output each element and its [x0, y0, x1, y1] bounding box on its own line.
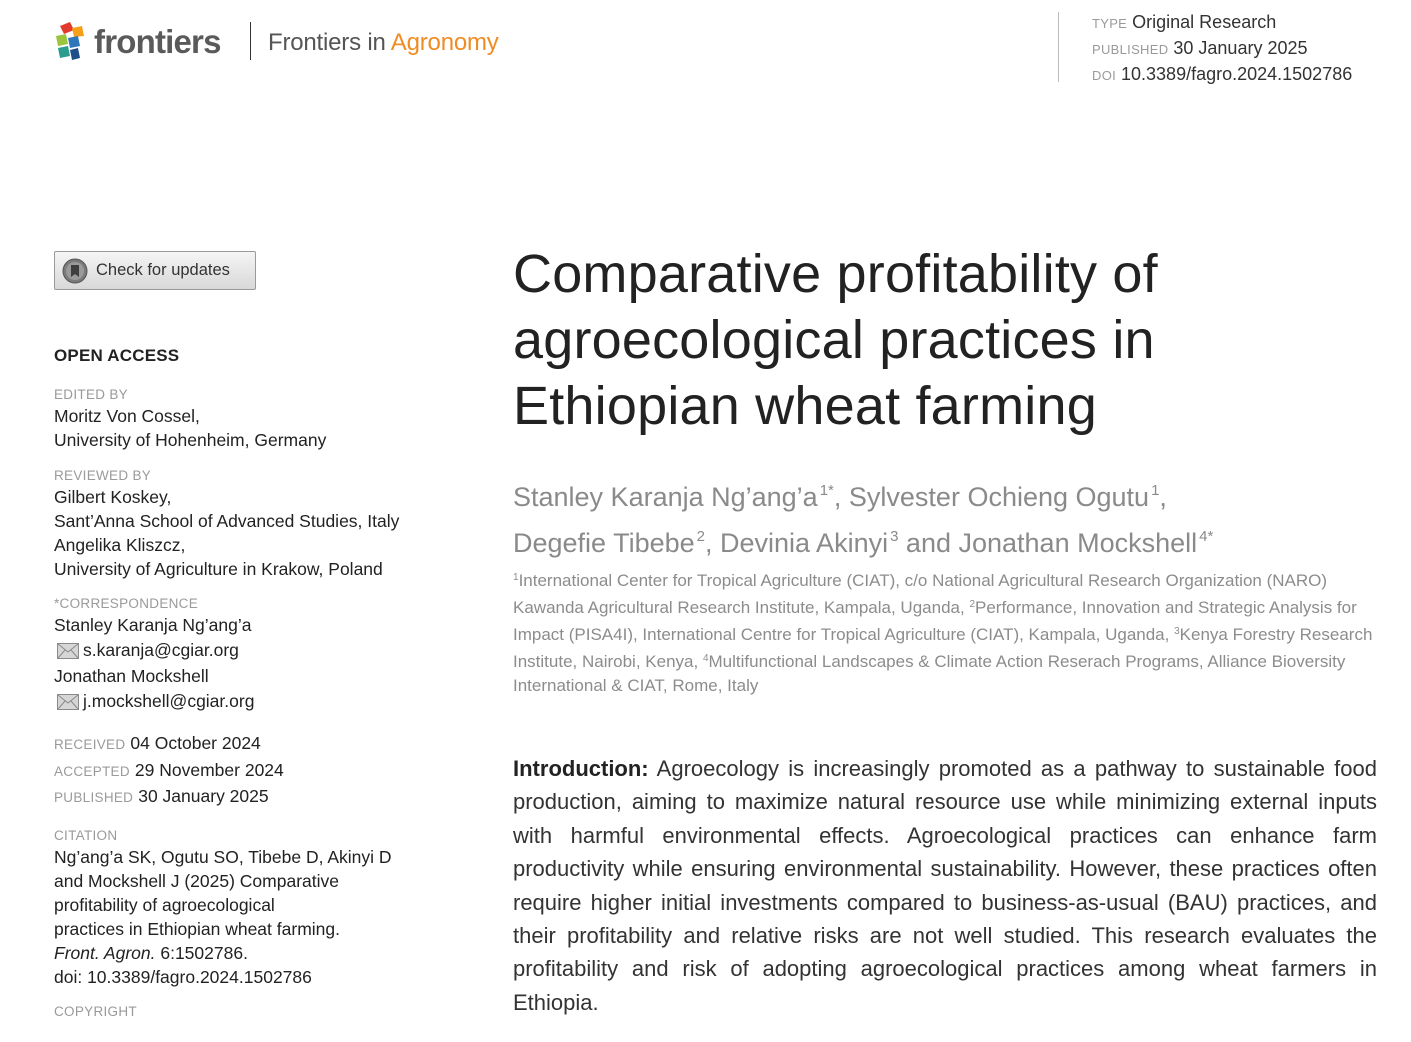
citation-volume: 6:1502786.: [155, 942, 248, 963]
abstract-text: Agroecology is increasingly promoted as a pathway to sustainable food production, aiming to maximize natural resource use while minimizing external inputs with harmful environmental effects. Agroecological practices can enhance farm productivity while ensuring environmental sustainability. However, these practices often require higher initial investments compared to business-as-usual (BAU) practices, and their profitability and relative risks are not well studied. This research evaluates the profitability and risk of adopting agroecological practices among wheat farmers in Ethiopia.: [513, 756, 1377, 1015]
affiliations: [513, 566, 1383, 698]
meta-published-label: PUBLISHED: [1092, 42, 1169, 57]
author-affiliation-sup: 2: [696, 528, 705, 545]
edited-by-label: EDITED BY: [54, 387, 128, 402]
reviewer-name: Gilbert Koskey,: [54, 487, 172, 507]
correspondent-name: Stanley Karanja Ng’ang’a: [54, 615, 252, 635]
received-date-row: [54, 731, 454, 758]
article-title: [513, 241, 1383, 439]
citation-line: Ng’ang’a SK, Ogutu SO, Tibebe D, Akinyi D: [54, 846, 392, 867]
author-name[interactable]: Devinia Akinyi: [720, 528, 889, 558]
accepted-date-row: [54, 758, 454, 785]
accepted-label: ACCEPTED: [54, 763, 130, 779]
citation-line: profitability of agroecological: [54, 894, 275, 915]
correspondent-email-link[interactable]: s.karanja@cgiar.org: [83, 640, 239, 660]
correspondence-section: [54, 595, 454, 715]
author-name[interactable]: Sylvester Ochieng Ogutu: [848, 482, 1150, 512]
envelope-icon: [57, 643, 79, 659]
reviewer-affiliation: University of Agriculture in Krakow, Poland: [54, 559, 383, 579]
abstract-introduction: [513, 752, 1377, 1019]
correspondent-email-link[interactable]: j.mockshell@cgiar.org: [83, 691, 255, 711]
published-date-row: [54, 784, 454, 811]
reviewer-affiliation: Sant’Anna School of Advanced Studies, Italy: [54, 511, 400, 531]
meta-divider: [1058, 12, 1059, 82]
journal-subject: Agronomy: [390, 29, 499, 56]
edited-by-section: [54, 386, 454, 452]
reviewer-name: Angelika Kliszcz,: [54, 535, 186, 555]
affiliation-text: Kenya Forestry Research Institute, Nairobi, Kenya,: [513, 625, 1373, 671]
affiliation-text: Multifunctional Landscapes & Climate Action Reserach Programs, Alliance Bioversity International & CIAT, Rome, Italy: [513, 652, 1346, 695]
author-affiliation-sup: 3: [890, 528, 899, 545]
header-divider: [250, 22, 251, 60]
article-meta: [1092, 10, 1352, 88]
meta-doi-link[interactable]: 10.3389/fagro.2024.1502786: [1121, 64, 1353, 84]
affiliation-number: 3: [1174, 626, 1180, 637]
reviewed-by-label: REVIEWED BY: [54, 468, 152, 483]
meta-type-value: Original Research: [1132, 12, 1277, 32]
meta-published-row: [1092, 36, 1352, 62]
article-title-line: Comparative profitability of: [513, 244, 1158, 304]
citation-label: CITATION: [54, 827, 118, 843]
frontiers-wordmark: frontiers: [94, 23, 221, 60]
frontiers-logo[interactable]: [54, 20, 221, 64]
meta-doi-label: DOI: [1092, 68, 1117, 83]
affiliation-text: International Center for Tropical Agriculture (CIAT), c/o National Agricultural Research Organization (NARO) Kawanda Agricultural Research Institute, Kampala, Uganda,: [513, 571, 1328, 617]
meta-type-row: [1092, 10, 1352, 36]
author-separator: ,: [704, 528, 720, 558]
meta-doi-row[interactable]: [1092, 62, 1352, 88]
journal-name[interactable]: [268, 29, 499, 57]
author-separator: ,: [1159, 482, 1167, 512]
citation-line: practices in Ethiopian wheat farming.: [54, 918, 340, 939]
affiliation-number: 4: [702, 653, 709, 664]
published-label: PUBLISHED: [54, 790, 134, 805]
author-affiliation-sup: 1: [1151, 482, 1160, 499]
copyright-label: COPYRIGHT: [54, 1003, 137, 1019]
citation-section: [54, 827, 454, 989]
correspondent-email-row[interactable]: [54, 688, 454, 715]
affiliation-number: 1: [513, 572, 519, 583]
editor-name: Moritz Von Cossel,: [54, 406, 200, 426]
dates-section: [54, 731, 454, 811]
frontiers-cube-logo-icon: [54, 22, 88, 62]
received-date: 04 October 2024: [130, 733, 261, 753]
author-affiliation-sup: 1*: [819, 482, 834, 499]
meta-type-label: TYPE: [1092, 16, 1128, 31]
citation-journal-line: [54, 941, 454, 965]
article-title-line: agroecological practices in: [513, 310, 1155, 370]
citation-doi-link[interactable]: doi: 10.3389/fagro.2024.1502786: [54, 966, 312, 987]
check-for-updates-label: Check for updates: [96, 261, 230, 279]
published-date: 30 January 2025: [138, 786, 269, 806]
open-access-label: OPEN ACCESS: [54, 346, 180, 365]
author-separator: and: [898, 528, 959, 558]
author-list: [513, 471, 1393, 563]
author-name[interactable]: Degefie Tibebe: [513, 528, 695, 558]
article-title-line: Ethiopian wheat farming: [513, 376, 1097, 436]
sidebar: [54, 340, 454, 1021]
citation-line: and Mockshell J (2025) Comparative: [54, 870, 339, 891]
correspondence-label: *CORRESPONDENCE: [54, 596, 199, 611]
editor-affiliation: University of Hohenheim, Germany: [54, 430, 327, 450]
correspondent-email-row[interactable]: [54, 637, 454, 664]
abstract-heading: Introduction:: [513, 756, 649, 781]
received-label: RECEIVED: [54, 737, 126, 752]
author-affiliation-sup: 4*: [1199, 528, 1214, 545]
check-for-updates-button[interactable]: [54, 251, 256, 290]
envelope-icon: [57, 694, 79, 710]
affiliation-text: Performance, Innovation and Strategic Analysis for Impact (PISA4I), International Centre for Tropical Agriculture (CIAT), Kampala, Uganda,: [513, 598, 1357, 644]
citation-journal-abbrev: Front. Agron.: [54, 942, 156, 963]
bookmark-update-icon: [62, 258, 88, 284]
author-name[interactable]: Jonathan Mockshell: [958, 528, 1198, 558]
journal-prefix: Frontiers in: [268, 29, 386, 56]
accepted-date: 29 November 2024: [134, 759, 284, 780]
author-name[interactable]: Stanley Karanja Ng’ang’a: [513, 482, 818, 512]
author-separator: ,: [833, 482, 849, 512]
reviewed-by-section: [54, 467, 454, 581]
affiliation-number: 2: [969, 599, 975, 610]
meta-published-value: 30 January 2025: [1173, 38, 1308, 58]
correspondent-name: Jonathan Mockshell: [54, 666, 209, 686]
